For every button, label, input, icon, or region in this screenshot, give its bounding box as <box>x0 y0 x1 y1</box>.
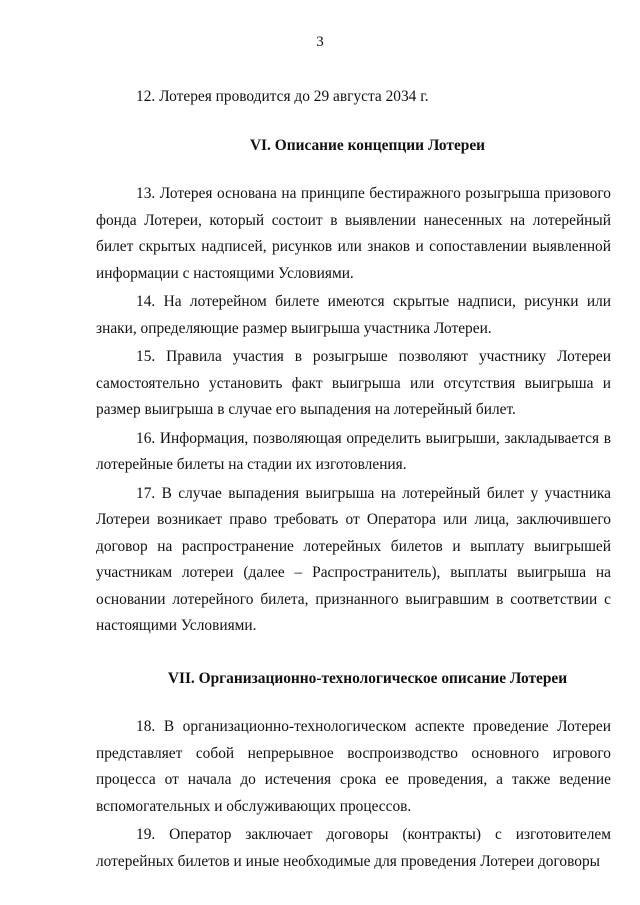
paragraph-17: 17. В случае выпадения выигрыша на лотерейный билет у участника Лотереи возникает право требовать от Оператора или лица, заключившего договор на распространение лотерейных билетов и выплату выигрышей участникам лотереи (далее – Распространитель), выплаты выигрыша на основании лотерейного билета, признанного выигравшим в соответствии с настоящими Условиями. <box>96 484 611 634</box>
paragraph-19: 19. Оператор заключает договоры (контракты) с изготовителем лотерейных билетов и иные необходимые для проведения Лотереи договоры <box>96 826 611 870</box>
section-7-heading: VII. Организационно-технологическое описание Лотереи <box>167 669 568 687</box>
paragraph-15: 15. Правила участия в розыгрыше позволяют участнику Лотереи самостоятельно установить факт выигрыша или отсутствия выигрыша и размер выигрыша в случае его выпадения на лотерейный билет. <box>96 348 611 418</box>
paragraph-18: 18. В организационно-технологическом аспекте проведение Лотереи представляет собой непрерывное воспроизводство основного игрового процесса от начала до истечения срока ее проведения, а также ведение вспомогательных и обслуживающих процессов. <box>96 718 611 815</box>
paragraph-12: 12. Лотерея проводится до 29 августа 2034 г. <box>136 88 429 105</box>
paragraph-16: 16. Информация, позволяющая определить выигрыши, закладывается в лотерейные билеты на стадии их изготовления. <box>96 429 611 473</box>
page-number: 3 <box>316 34 324 50</box>
paragraph-14: 14. На лотерейном билете имеются скрытые надписи, рисунки или знаки, определяющие размер выигрыша участника Лотереи. <box>96 293 611 337</box>
paragraph-13: 13. Лотерея основана на принципе бестиражного розыгрыша призового фонда Лотереи, который состоит в выявлении нанесенных на лотерейный билет скрытых надписей, рисунков или знаков и сопоставлении выявленной информации с настоящими Условиями. <box>96 185 611 282</box>
document-body <box>96 84 611 875</box>
section-6-heading: VI. Описание концепции Лотереи <box>249 136 486 154</box>
